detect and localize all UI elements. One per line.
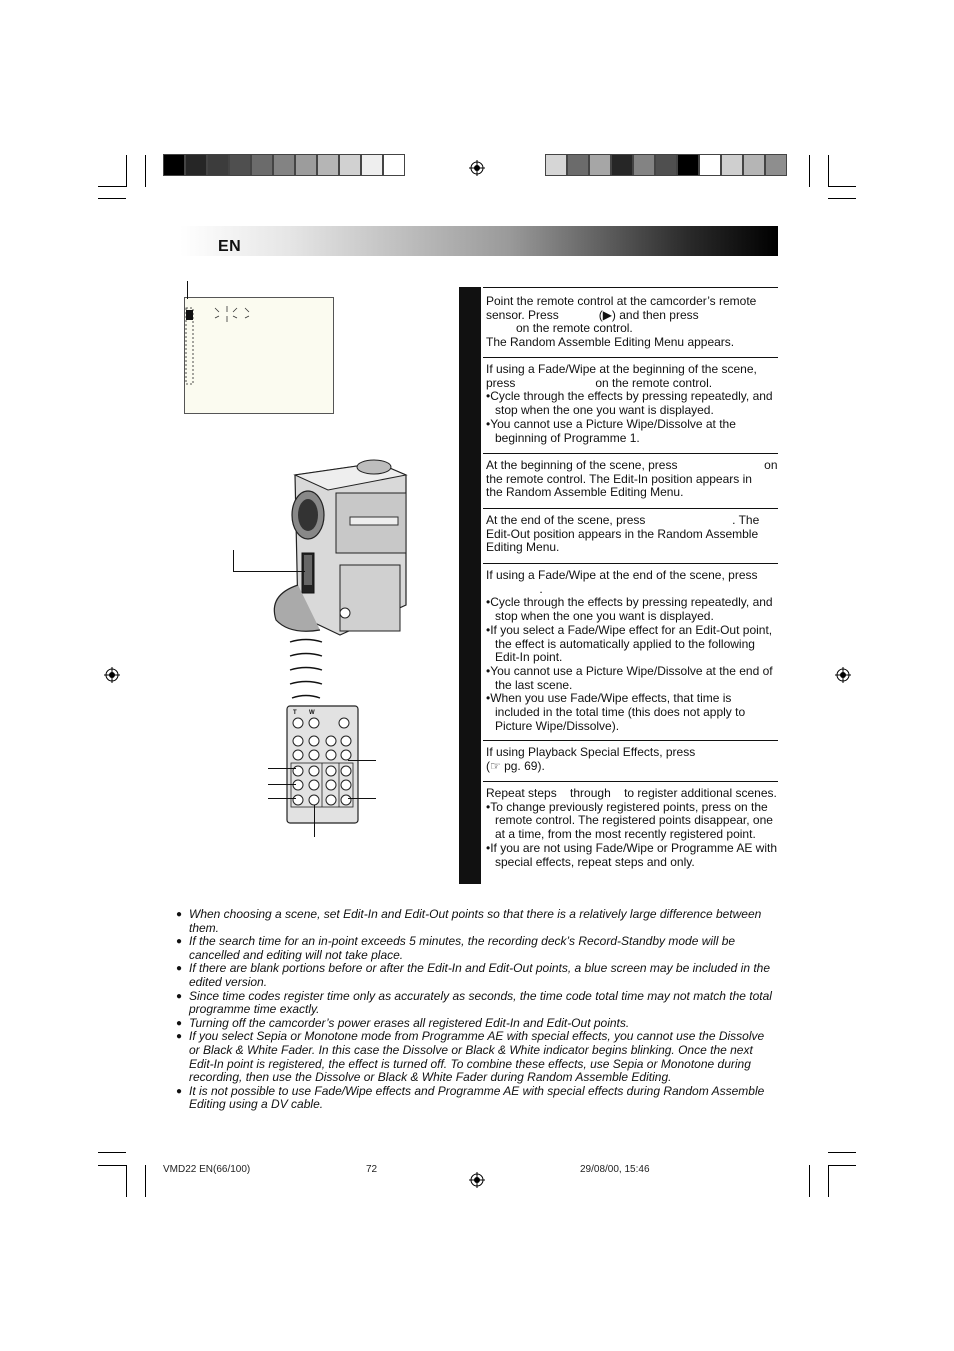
registration-mark-icon	[469, 160, 485, 176]
crop-mark	[828, 1165, 856, 1166]
crop-mark	[98, 186, 126, 187]
step-text-line: If using a Fade/Wipe at the beginning of the scene,	[486, 362, 757, 376]
step-bullet: •Cycle through the effects by pressing repeatedly, and stop when the one you want is displayed.	[486, 389, 773, 418]
step-text-line: At the beginning of the scene, press on	[486, 458, 778, 472]
color-swatch	[699, 154, 721, 176]
registration-mark-icon	[104, 667, 120, 683]
remote-t-label: T	[293, 710, 297, 716]
step-divider	[483, 453, 778, 454]
crop-mark	[828, 186, 856, 187]
crop-mark	[828, 1152, 856, 1153]
color-swatch	[721, 154, 743, 176]
step-bullet: •To change previously registered points, press on the remote control. The registered points disappear, one at a time, from the most recently registered point.	[486, 799, 773, 842]
step-text-line: the remote control. The Edit-In position appears in	[486, 471, 752, 486]
color-swatch	[361, 154, 383, 176]
color-swatch	[185, 154, 207, 176]
note-item: ● When choosing a scene, set Edit-In and Edit-Out points so that there is a relatively large difference between them.	[176, 908, 776, 935]
step-text-line: Editing Menu.	[486, 540, 560, 555]
note-item: ● If you select Sepia or Monotone mode from Programme AE with special effects, you cannot use the Dissolve or Black & White Fader. In this case the Dissolve or Black & White indicator begins blinking. Once the next Edit-In point is registered, the effect is turned off. To combine these effects, use Sepia or Monotone during recording, then use the Dissolve or Black & White Fader during Random Assemble Editing.	[176, 1030, 776, 1084]
step-5	[486, 569, 778, 733]
step-text-line: the Random Assemble Editing Menu.	[486, 485, 684, 500]
step-divider	[483, 287, 778, 288]
remote-button-pointer-line	[348, 798, 376, 799]
step-6	[486, 746, 778, 773]
monitor-display-illustration	[184, 297, 334, 414]
color-swatch	[339, 154, 361, 176]
remote-button-pointer-line	[268, 768, 296, 769]
note-item: ● It is not possible to use Fade/Wipe effects and Programme AE with special effects during Random Assemble Editing using a DV cable.	[176, 1085, 776, 1112]
crop-mark	[828, 155, 829, 187]
color-swatch	[655, 154, 677, 176]
step-text-line: If using a Fade/Wipe at the end of the scene, press	[486, 568, 758, 582]
step-7	[486, 787, 778, 869]
note-item: ● Since time codes register time only as accurately as seconds, the time code total time may not match the total programme time exactly.	[176, 990, 776, 1017]
color-swatch	[743, 154, 765, 176]
note-item: ● If there are blank portions before or after the Edit-In and Edit-Out points, a blue screen may be included in the edited version.	[176, 962, 776, 989]
color-swatch	[295, 154, 317, 176]
remote-button-pointer-line	[348, 760, 376, 761]
screen-pointer-line	[187, 281, 188, 299]
color-swatch	[163, 154, 185, 176]
step-text-line: Point the remote control at the camcorder’s remote	[486, 294, 757, 308]
step-divider	[483, 740, 778, 741]
crop-mark	[126, 155, 127, 187]
step-divider	[483, 357, 778, 358]
color-swatch	[567, 154, 589, 176]
color-swatch	[383, 154, 405, 176]
remote-button-pointer-line	[268, 798, 296, 799]
notes-list	[176, 908, 776, 1112]
step-bullet: •When you use Fade/Wipe effects, that time is included in the total time (this does not apply to Picture Wipe/Dissolve).	[486, 691, 746, 733]
color-swatch	[611, 154, 633, 176]
registration-mark-icon	[469, 1172, 485, 1188]
step-text-line: press on the remote control.	[486, 375, 713, 390]
remote-sensor-pointer-line	[233, 571, 305, 572]
crop-mark	[126, 1165, 127, 1197]
step-bullet: •If you are not using Fade/Wipe or Programme AE with special effects, repeat steps and only.	[486, 840, 777, 869]
crop-mark	[98, 1152, 126, 1153]
crop-mark	[98, 1165, 126, 1166]
blinking-indicator-icon	[185, 298, 335, 415]
step-text-line: sensor. Press (▶) and then press	[486, 307, 699, 322]
step-divider	[483, 781, 778, 782]
steps-side-bar	[459, 287, 481, 884]
color-swatch	[251, 154, 273, 176]
crop-mark	[828, 198, 856, 199]
color-swatch	[207, 154, 229, 176]
step-text-line: At the end of the scene, press . The	[486, 513, 760, 527]
color-swatch	[633, 154, 655, 176]
note-item: ● If the search time for an in-point exceeds 5 minutes, the recording deck’s Record-Standby mode will be cancelled and editing will not take place.	[176, 935, 776, 962]
crop-mark	[145, 1165, 146, 1197]
color-swatch	[229, 154, 251, 176]
crop-mark	[809, 1165, 810, 1197]
step-divider	[483, 508, 778, 509]
color-swatch	[765, 154, 787, 176]
crop-mark	[145, 155, 146, 187]
color-swatch	[273, 154, 295, 176]
crop-mark	[828, 1165, 829, 1197]
language-label: EN	[218, 238, 242, 255]
color-swatch	[545, 154, 567, 176]
footer-date: 29/08/00, 15:46	[580, 1164, 650, 1175]
color-bar-right	[545, 154, 787, 176]
step-text-line: (☞ pg. 69).	[486, 758, 545, 773]
color-swatch	[589, 154, 611, 176]
remote-sensor-pointer-line	[233, 550, 234, 572]
remote-w-label: W	[309, 710, 315, 716]
remote-control-illustration	[286, 705, 360, 825]
crop-mark	[809, 155, 810, 187]
crop-mark	[98, 198, 126, 199]
step-bullet: •If you select a Fade/Wipe effect for an Edit-Out point, the effect is automatically applied to the following Edit-In point.	[486, 622, 773, 665]
camcorder-illustration	[228, 455, 418, 645]
registration-mark-icon	[835, 667, 851, 683]
step-2	[486, 363, 778, 445]
color-swatch	[317, 154, 339, 176]
step-bullet: •You cannot use a Picture Wipe/Dissolve at the end of the last scene.	[486, 663, 773, 692]
step-text-line: Edit-Out position appears in the Random Assemble	[486, 526, 759, 541]
remote-button-pointer-line	[314, 805, 315, 837]
color-bar-left	[163, 154, 405, 176]
step-divider	[483, 563, 778, 564]
step-text-line: The Random Assemble Editing Menu appears.	[486, 335, 735, 350]
step-1	[486, 295, 778, 350]
step-bullet: •Cycle through the effects by pressing repeatedly, and stop when the one you want is displayed.	[486, 595, 773, 624]
step-text-line: Repeat steps through to register additional scenes.	[486, 786, 777, 800]
note-item: ● Turning off the camcorder’s power erases all registered Edit-In and Edit-Out points.	[176, 1017, 776, 1031]
step-3	[486, 459, 778, 500]
step-text-line: If using Playback Special Effects, press	[486, 745, 696, 759]
remote-button-pointer-line	[268, 784, 296, 785]
infrared-signal-icon	[286, 636, 326, 706]
step-text-line: on the remote control.	[486, 321, 633, 336]
section-header-bar	[180, 226, 778, 256]
step-4	[486, 514, 778, 555]
color-swatch	[677, 154, 699, 176]
step-bullet: •You cannot use a Picture Wipe/Dissolve at the beginning of Programme 1.	[486, 416, 736, 445]
step-text-line: .	[486, 581, 543, 596]
footer-file-name: VMD22 EN(66/100)	[163, 1164, 251, 1175]
footer-page-number: 72	[366, 1164, 378, 1175]
